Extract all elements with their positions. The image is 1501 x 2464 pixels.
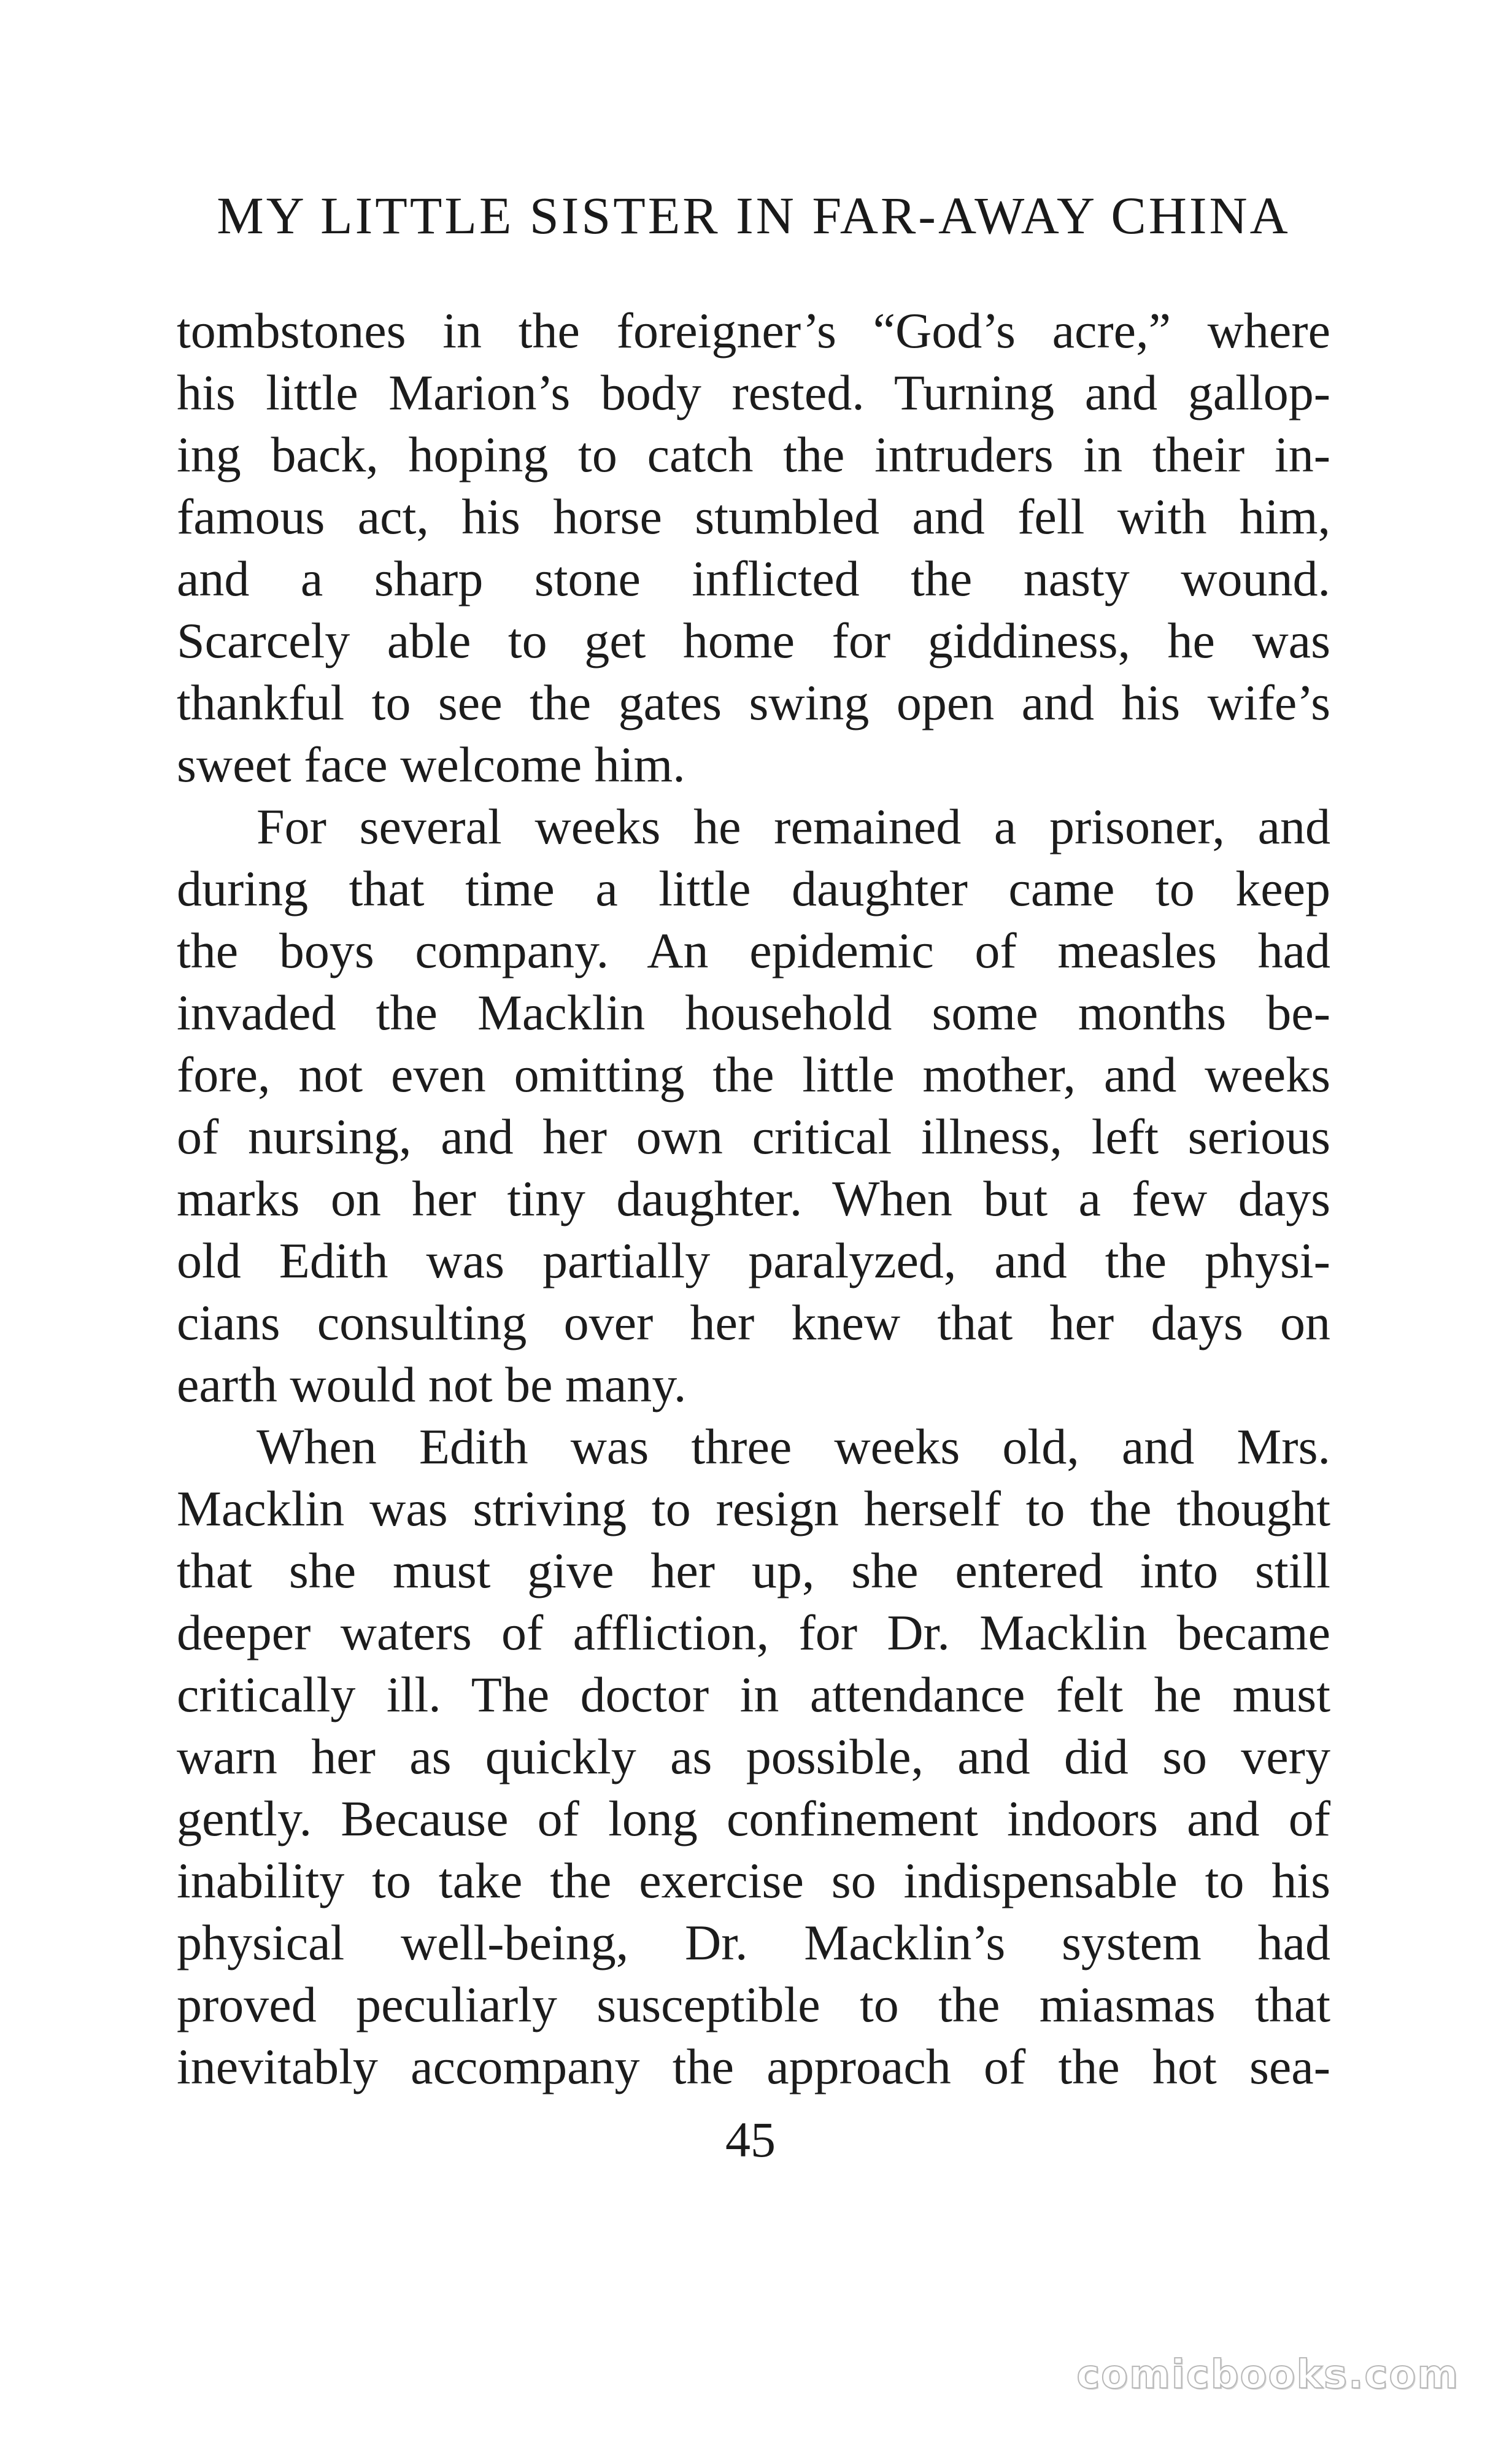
- text-line: physical well-being, Dr. Macklin’s system had: [177, 1915, 1330, 1970]
- text-line: famous act, his horse stumbled and fell with him,: [177, 489, 1330, 544]
- text-line: Scarcely able to get home for giddiness, he was: [177, 613, 1330, 668]
- text-line: his little Marion’s body rested. Turning and gallop-: [177, 365, 1330, 420]
- text-line: gently. Because of long confinement indoors and of: [177, 1791, 1330, 1846]
- paragraph-start-line: When Edith was three weeks old, and Mrs.: [257, 1419, 1330, 1474]
- text-line: thankful to see the gates swing open and his wife’s: [177, 675, 1330, 730]
- running-head: MY LITTLE SISTER IN FAR-AWAY CHINA: [217, 186, 1291, 245]
- text-line: deeper waters of affliction, for Dr. Macklin became: [177, 1605, 1330, 1660]
- text-line: critically ill. The doctor in attendance felt he must: [177, 1667, 1330, 1722]
- text-line: old Edith was partially paralyzed, and the physi-: [177, 1233, 1330, 1288]
- text-line: that she must give her up, she entered into still: [177, 1543, 1330, 1598]
- text-line: tombstones in the foreigner’s “God’s acre,” where: [177, 303, 1330, 358]
- page-number: 45: [725, 2112, 776, 2168]
- text-line: proved peculiarly susceptible to the miasmas that: [177, 1977, 1330, 2032]
- text-line: cians consulting over her knew that her days on: [177, 1295, 1330, 1350]
- text-line: of nursing, and her own critical illness, left serious: [177, 1109, 1330, 1164]
- text-line: and a sharp stone inflicted the nasty wound.: [177, 551, 1330, 606]
- site-watermark: comicbooks.com: [1076, 2352, 1459, 2398]
- text-line: marks on her tiny daughter. When but a few days: [177, 1171, 1330, 1226]
- paragraph-start-line: For several weeks he remained a prisoner, and: [257, 799, 1330, 854]
- text-line: fore, not even omitting the little mother, and weeks: [177, 1047, 1330, 1102]
- text-line: inevitably accompany the approach of the hot sea-: [177, 2039, 1330, 2094]
- body-text: [177, 300, 1330, 2098]
- text-line: invaded the Macklin household some months be-: [177, 985, 1330, 1040]
- text-line: inability to take the exercise so indispensable to his: [177, 1853, 1330, 1908]
- text-line: ing back, hoping to catch the intruders in their in-: [177, 427, 1330, 482]
- text-line: during that time a little daughter came to keep: [177, 861, 1330, 916]
- text-line: warn her as quickly as possible, and did so very: [177, 1729, 1330, 1784]
- paragraph-end-line: sweet face welcome him.: [177, 737, 685, 792]
- text-line: Macklin was striving to resign herself to the thought: [177, 1481, 1330, 1536]
- paragraph-end-line: earth would not be many.: [177, 1357, 687, 1412]
- text-line: the boys company. An epidemic of measles had: [177, 923, 1330, 978]
